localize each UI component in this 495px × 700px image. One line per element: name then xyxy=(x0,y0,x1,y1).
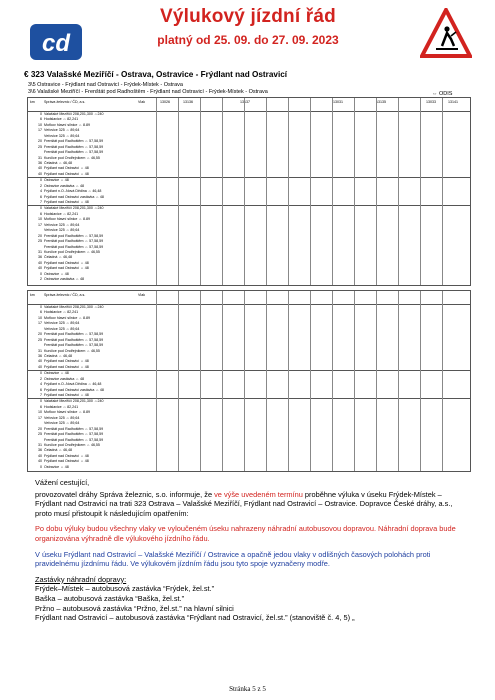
row-km: 20 xyxy=(38,233,42,238)
row-km: 10 xyxy=(38,410,42,415)
row-station: Frýdlant nad Ostravicí ⇔ 48 xyxy=(44,166,89,171)
row-station: Ostravice ⇔ 48 xyxy=(44,178,69,183)
row-station: Frýdlant nad Ostravicí zastávka ⇔ 48 xyxy=(44,194,104,199)
row-station: Frýdlant nad Ostravicí ⇔ 48 xyxy=(44,393,89,397)
notice-para-1: provozovatel dráhy Správa železnic, s.o. informuje, že ve výše uvedeném termínu proběhne výluka v úseku Frýdek-Místek – Frýdlant nad Ostravicí na trati 323 Ostrava – Valašské Meziříčí, Frýdlant nad Ostravicí – Ostravice. Dopravce České dráhy, a.s., proto musí přistoupit k následujícím opatřením: xyxy=(35,489,453,518)
row-km: 31 xyxy=(38,442,42,447)
stop-item: Baška – autobusová zastávka “Baška, žel.st.” xyxy=(35,593,185,603)
row-km: 40 xyxy=(38,459,42,464)
row-km: 7 xyxy=(40,200,42,204)
train-number: 13136 xyxy=(183,100,193,104)
row-station: Frýdlant nad Ostravicí ⇔ 48 xyxy=(44,453,89,458)
roadworks-warning-icon xyxy=(420,8,472,60)
row-station: Ostravice zastávka ⇔ 48 xyxy=(44,376,84,381)
notice-text xyxy=(35,478,465,623)
row-station: Hodslavice ⇔ 82,241 xyxy=(44,404,79,409)
row-station: Frenštát pod Radhoštěm ⇔ 57,58,59 xyxy=(44,332,104,337)
row-km: 0 xyxy=(40,464,42,469)
row-km: 6 xyxy=(40,194,42,199)
row-station: Veřovice 325 ⇔ 89,64 xyxy=(44,326,80,331)
stop-item: Frýdek–Místek – autobusová zastávka “Frýdek, žel.st.” xyxy=(35,584,215,594)
row-station: Veřovice 325 ⇔ 89,64 xyxy=(44,128,80,133)
row-station: Valašské Meziříčí 208,201,300 ⇔240 xyxy=(44,399,104,404)
row-km: 17 xyxy=(38,321,42,326)
row-station: Ostravice ⇔ 48 xyxy=(44,464,69,469)
col-km: km xyxy=(30,100,35,104)
row-station: Frenštát pod Radhoštěm ⇔ 57,58,59 xyxy=(44,239,104,244)
row-km: 20 xyxy=(38,139,42,144)
page-title: Výlukový jízdní řád xyxy=(160,6,336,27)
row-km: 0 xyxy=(40,271,42,276)
validity-subtitle: platný od 25. 09. do 27. 09. 2023 xyxy=(157,33,339,47)
row-station: Frenštát pod Radhoštěm ⇔ 57,58,59 xyxy=(44,337,104,342)
row-km: 40 xyxy=(38,166,42,171)
row-station: Kunčice pod Ondřejníkem ⇔ 46,55 xyxy=(44,442,100,447)
row-station: Hodslavice ⇔ 82,241 xyxy=(44,211,79,216)
row-station: Kunčice pod Ondřejníkem ⇔ 46,55 xyxy=(44,249,100,254)
row-station: Ostravice ⇔ 48 xyxy=(44,271,69,276)
row-station: Frenštát pod Radhoštěm ⇔ 57,58,59 xyxy=(44,437,104,442)
row-station: Ostravice zastávka ⇔ 48 xyxy=(44,277,84,282)
stop-item: Frýdlant nad Ostravicí – autobusová zastávka “Frýdlant nad Ostravicí, žel.st.” (stanoviště č. 4, 5) „ xyxy=(35,613,355,623)
row-station: Frýdlant nad Ostravicí ⇔ 48 xyxy=(44,260,89,265)
train-number: 13141 xyxy=(448,100,458,104)
row-station: Frýdlant nad Ostravicí ⇔ 48 xyxy=(44,364,89,369)
row-station: Frenštát pod Radhoštěm ⇔ 57,58,59 xyxy=(44,244,104,249)
row-km: 2 xyxy=(40,183,42,188)
row-km: 17 xyxy=(38,222,42,227)
train-number: 13026 xyxy=(160,100,170,104)
row-km: 6 xyxy=(40,117,42,122)
row-station: Frenštát pod Radhoštěm ⇔ 57,58,59 xyxy=(44,343,104,348)
row-station: Frýdlant nad Ostravicí zastávka ⇔ 48 xyxy=(44,387,104,392)
row-station: Valašské Meziříčí 208,201,300 ⇔240 xyxy=(44,305,104,309)
route-sub-2: 3\6 Valašské Meziříčí - Frenštát pod Radhoštěm - Frýdlant nad Ostravicí - Frýdek-Místek - Ostrava xyxy=(28,89,268,95)
row-km: 40 xyxy=(38,260,42,265)
row-km: 40 xyxy=(38,453,42,458)
row-station: Frýdlant nad Ostravicí ⇔ 48 xyxy=(44,459,89,464)
notice-para-3: V úseku Frýdlant nad Ostravicí – Valašské Meziříčí / Ostravice a opačně jedou vlaky v odlišných časových polohách proti pravidelnému jízdnímu řádu. Ve výlukovém jízdním řádu jsou tyto spoje vyznačeny modře. xyxy=(35,549,431,569)
table-body xyxy=(28,112,470,283)
row-km: 6 xyxy=(40,404,42,409)
row-station: Valašské Meziříčí 208,201,300 ⇔240 xyxy=(44,206,104,211)
row-km: 0 xyxy=(40,305,42,309)
row-km: 40 xyxy=(38,364,42,369)
row-station: Ostravice ⇔ 48 xyxy=(44,371,69,376)
page-header xyxy=(20,4,476,66)
row-station: Veřovice 325 ⇔ 89,64 xyxy=(44,421,80,426)
train-number: 13033 xyxy=(426,100,436,104)
row-station: Frýdlant nad Ostravicí ⇔ 48 xyxy=(44,200,89,204)
row-km: 17 xyxy=(38,128,42,133)
row-km: 17 xyxy=(38,415,42,420)
row-km: 2 xyxy=(40,277,42,282)
row-km: 0 xyxy=(40,206,42,211)
row-km: 40 xyxy=(38,359,42,364)
row-km: 31 xyxy=(38,348,42,353)
row-station: Frenštát pod Radhoštěm ⇔ 57,58,59 xyxy=(44,144,104,149)
notice-para-2: Po dobu výluky budou všechny vlaky ve vyloučeném úseku nahrazeny náhradní autobusovou dopravou. Náhradní doprava bude organizována výhradně dle výlukového jízdního řádu. xyxy=(35,524,456,543)
table-body xyxy=(28,305,470,470)
timetable-lower xyxy=(27,290,471,472)
row-km: 4 xyxy=(40,382,42,387)
row-km: 6 xyxy=(40,387,42,392)
row-station: Veřovice 325 ⇔ 89,64 xyxy=(44,321,80,326)
stops-title: Zastávky náhradní dopravy: xyxy=(35,574,127,584)
train-number: 13031 xyxy=(333,100,343,104)
row-station: Frenštát pod Radhoštěm ⇔ 57,58,59 xyxy=(44,150,104,155)
row-km: 0 xyxy=(40,371,42,376)
train-number: 13137 xyxy=(240,100,250,104)
row-station: Frýdlant nad Ostravicí ⇔ 48 xyxy=(44,359,89,364)
row-km: 36 xyxy=(38,255,42,260)
row-station: Frenštát pod Radhoštěm ⇔ 57,58,59 xyxy=(44,432,104,437)
col-train: Vlak xyxy=(138,100,145,104)
row-km: 20 xyxy=(38,426,42,431)
row-km: 36 xyxy=(38,448,42,453)
row-station: Mořkov hlavní silnice ⇔ 8.89 xyxy=(44,122,90,127)
col-train: Vlak xyxy=(138,293,145,297)
row-km: 25 xyxy=(38,432,42,437)
row-station: Frýdlant nad Ostravicí ⇔ 48 xyxy=(44,266,89,271)
row-km: 6 xyxy=(40,310,42,315)
row-km: 25 xyxy=(38,239,42,244)
table-header xyxy=(28,291,470,305)
row-km: 10 xyxy=(38,122,42,127)
row-station: Hodslavice ⇔ 82,241 xyxy=(44,117,79,122)
row-station: Čeladná ⇔ 46,48 xyxy=(44,353,72,358)
row-station: Ostravice zastávka ⇔ 48 xyxy=(44,183,84,188)
row-km: 6 xyxy=(40,211,42,216)
page-footer: Stránka 5 z 5 xyxy=(229,685,266,693)
col-station: Správa železnic / ČD, a.s. xyxy=(44,100,86,104)
col-km: km xyxy=(30,293,35,297)
row-station: Mořkov hlavní silnice ⇔ 8.89 xyxy=(44,410,90,415)
row-station: Mořkov hlavní silnice ⇔ 8.89 xyxy=(44,315,90,320)
row-km: 31 xyxy=(38,249,42,254)
row-station: Valašské Meziříčí 208,201,300 ⇔240 xyxy=(44,112,104,116)
row-station: Kunčice pod Ondřejníkem ⇔ 46,55 xyxy=(44,348,100,353)
row-station: Frenštát pod Radhoštěm ⇔ 57,58,59 xyxy=(44,233,104,238)
row-station: Veřovice 325 ⇔ 89,64 xyxy=(44,228,80,233)
row-station: Čeladná ⇔ 46,48 xyxy=(44,255,72,260)
row-station: Veřovice 325 ⇔ 89,64 xyxy=(44,415,80,420)
row-station: Frenštát pod Radhoštěm ⇔ 57,58,59 xyxy=(44,426,104,431)
row-station: Veřovice 325 ⇔ 89,64 xyxy=(44,222,80,227)
row-km: 36 xyxy=(38,353,42,358)
stop-item: Pržno – autobusová zastávka “Pržno, žel.st.” na hlavní silnici xyxy=(35,603,234,613)
row-km: 4 xyxy=(40,189,42,194)
row-km: 40 xyxy=(38,266,42,271)
row-station: Veřovice 325 ⇔ 89,64 xyxy=(44,133,80,138)
row-km: 20 xyxy=(38,332,42,337)
row-km: 31 xyxy=(38,155,42,160)
odis-label: ⇔ ODIS xyxy=(432,91,453,97)
row-km: 10 xyxy=(38,315,42,320)
table-header xyxy=(28,98,470,112)
row-km: 2 xyxy=(40,376,42,381)
row-km: 40 xyxy=(38,171,42,176)
table-row xyxy=(28,277,470,282)
route-sub-1: 3\5 Ostravice - Frýdlant nad Ostravicí - Frýdek-Místek - Ostrava xyxy=(28,82,183,88)
col-station: Správa železnic / ČD, a.s. xyxy=(44,293,86,297)
row-station: Čeladná ⇔ 46,48 xyxy=(44,160,72,165)
row-station: Frenštát pod Radhoštěm ⇔ 57,58,59 xyxy=(44,139,104,144)
row-station: Frýdlant n.O.-Nová Dědina ⇔ 46,48 xyxy=(44,382,102,387)
train-number: 13135 xyxy=(376,100,386,104)
row-station: Hodslavice ⇔ 82,241 xyxy=(44,310,79,315)
row-km: 0 xyxy=(40,178,42,183)
row-km: 25 xyxy=(38,144,42,149)
row-km: 25 xyxy=(38,337,42,342)
row-km: 7 xyxy=(40,393,42,397)
timetable-upper xyxy=(27,97,471,286)
row-km: 0 xyxy=(40,399,42,404)
row-station: Mořkov hlavní silnice ⇔ 8.89 xyxy=(44,217,90,222)
row-km: 0 xyxy=(40,112,42,116)
row-station: Čeladná ⇔ 46,48 xyxy=(44,448,72,453)
svg-text:cd: cd xyxy=(41,30,71,57)
table-row xyxy=(28,465,470,470)
row-station: Frýdlant n.O.-Nová Dědina ⇔ 46,48 xyxy=(44,189,102,194)
row-station: Kunčice pod Ondřejníkem ⇔ 46,55 xyxy=(44,155,100,160)
row-km: 36 xyxy=(38,160,42,165)
route-title: € 323 Valašské Meziříčí - Ostrava, Ostravice - Frýdlant nad Ostravicí xyxy=(24,70,288,79)
row-station: Frýdlant nad Ostravicí ⇔ 48 xyxy=(44,171,89,176)
greeting: Vážení cestující, xyxy=(35,478,90,487)
row-km: 10 xyxy=(38,217,42,222)
